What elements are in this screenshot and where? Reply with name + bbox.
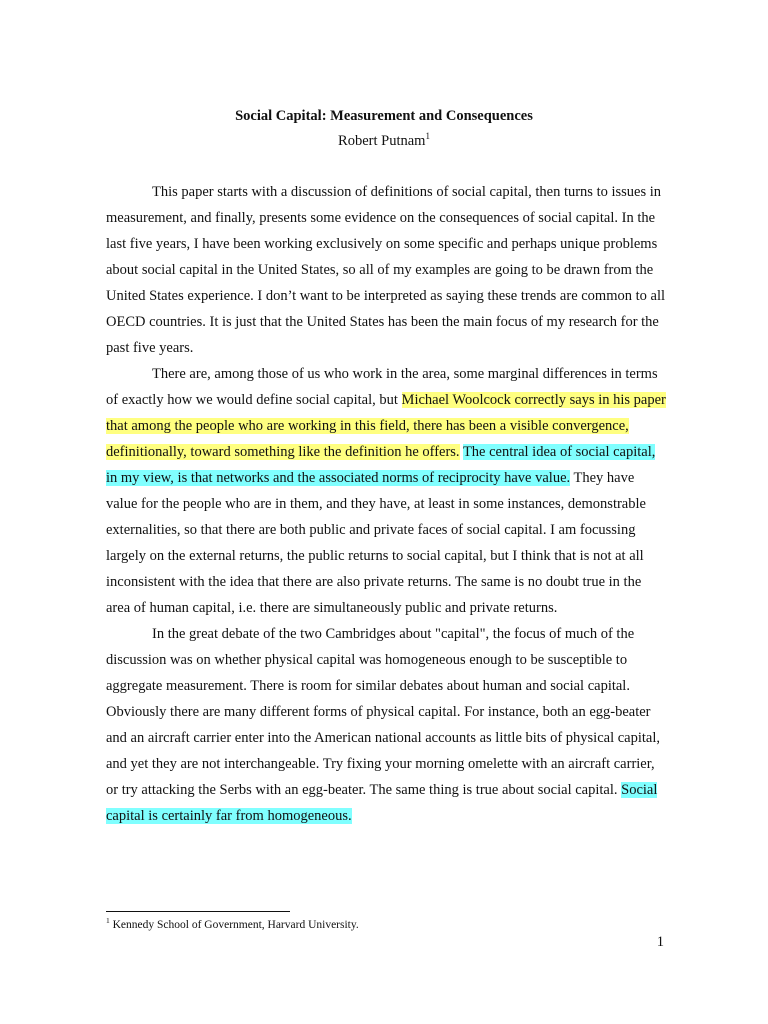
author-line [0,131,768,151]
author-name: Robert Putnam [338,133,426,149]
paper-title: Social Capital: Measurement and Consequences [235,108,533,124]
text-segment: In the great debate of the two Cambridges about "capital", the focus of much of the discussion was on whether physical capital was homogeneous enough to be susceptible to aggregate measurement. There is room for similar debates about human and social capital. Obviously there are many different forms of physical capital. For instance, both an egg-beater and an aircraft carrier enter into the American national accounts as little bits of physical capital, and yet they are not interchangeable. Try fixing your morning omelette with an aircraft carrier, or try attacking the Serbs with an egg-beater. The same thing is true about social capital. [106,626,660,798]
text-segment: They have value for the people who are in them, and they have, at least in some instances, demonstrable externalities, so that there are both public and private faces of social capital. I am focussing largely on the external returns, the public returns to social capital, but I think that is not at all inconsistent with the idea that there are also private returns. The same is no doubt true in the area of human capital, i.e. there are simultaneously public and private returns. [106,470,646,616]
yellow-highlight: Michael Woolcock correctly says in his paper that among the people who are working in this field, there has been a visible convergence, definitionally, toward something like the definition he offers. [106,392,666,460]
footnote-reference: 1 [425,131,430,142]
footnote-mark: 1 [106,916,110,926]
paragraph-3 [106,621,668,829]
footnote-divider [106,911,290,912]
text-segment: This paper starts with a discussion of definitions of social capital, then turns to issues in measurement, and finally, presents some evidence on the consequences of social capital. In the last five years, I have been working exclusively on some specific and perhaps unique problems about social capital in the United States, so all of my examples are going to be drawn from the United States experience. I don’t want to be interpreted as saying these trends are common to all OECD countries. It is just that the United States has been the main focus of my research for the past five years. [106,184,666,356]
paragraph-2 [106,361,668,621]
paragraph-1 [106,179,668,361]
body-text [106,179,668,829]
cyan-highlight: Social capital is certainly far from homogeneous. [106,782,658,824]
page-number: 1 [656,934,664,950]
text-segment: There are, among those of us who work in the area, some marginal differences in terms of exactly how we would define social capital, but [106,366,658,408]
footnote-text: Kennedy School of Government, Harvard University. [109,919,359,931]
footnote [106,917,359,933]
cyan-highlight: The central idea of social capital, in my view, is that networks and the associated norms of reciprocity have value. [106,444,656,486]
